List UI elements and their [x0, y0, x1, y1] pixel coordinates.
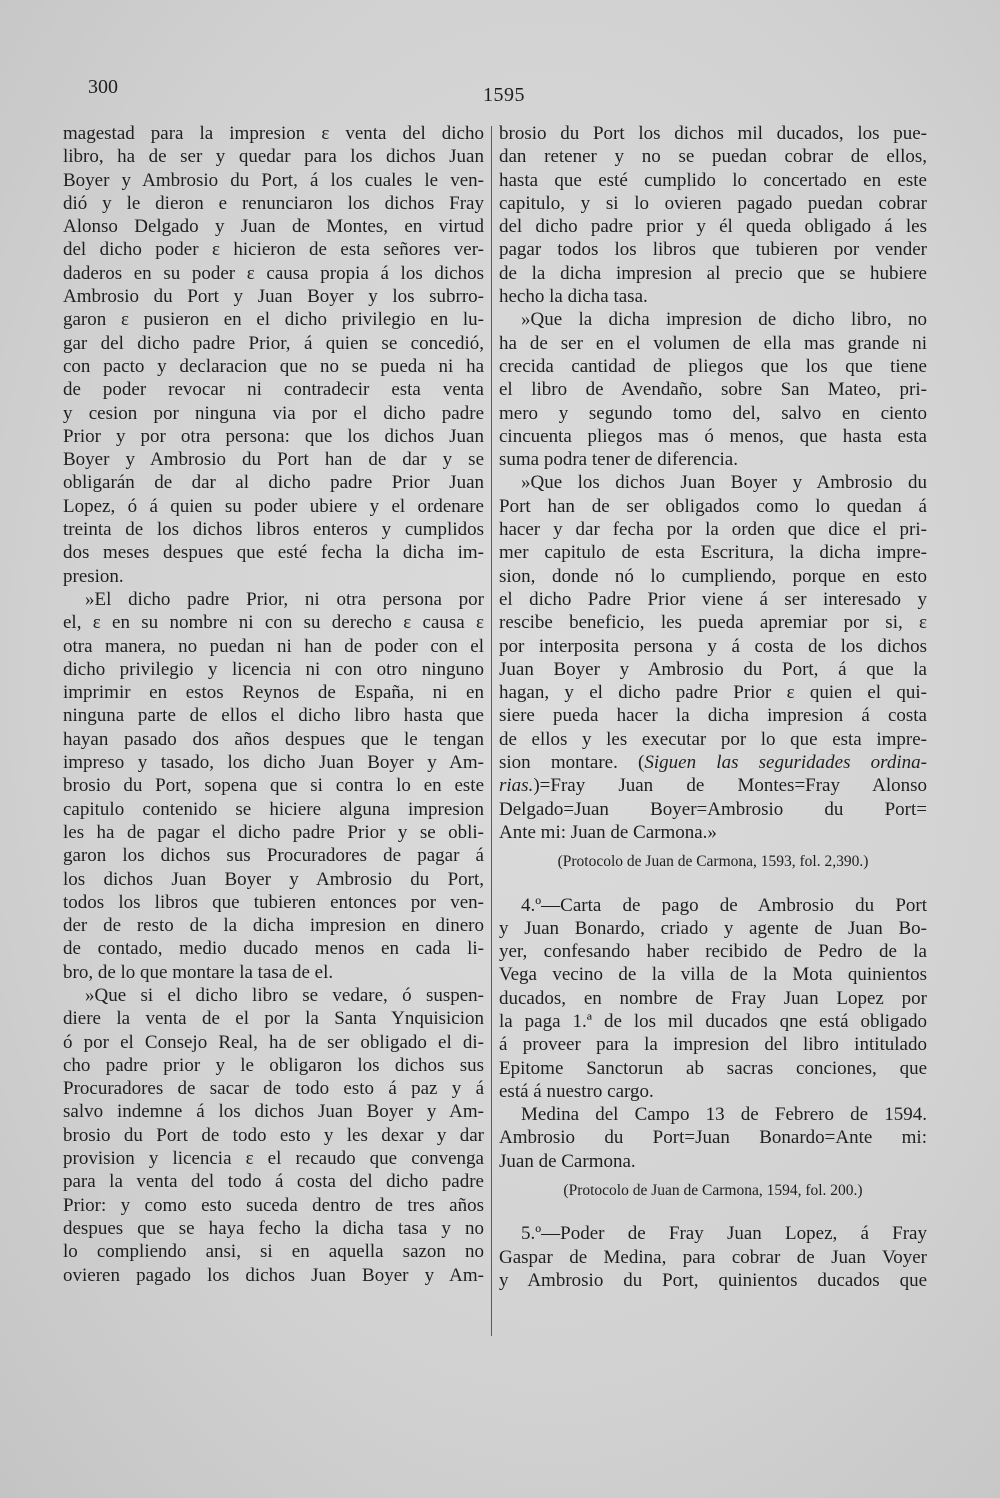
text-line: para la venta del todo á costa del dicho padre: [63, 1171, 484, 1193]
text-line: rescibe beneficio, les pueda apremiar por si, ɛ: [499, 612, 927, 634]
left-text-column: [63, 122, 484, 1287]
text-line: »El dicho padre Prior, ni otra persona por: [85, 588, 484, 610]
text-line: Procuradores de sacar de todo esto á paz y á: [63, 1078, 484, 1100]
text-line: de poder revocar ni contradecir esta venta: [63, 379, 484, 401]
text-line: todos los libros que tubieren entonces por ven-: [63, 891, 484, 913]
text-line: del dicho padre prior y él queda obligado á les: [499, 216, 927, 238]
text-line: gar del dicho padre Prior, á quien se concedió,: [63, 332, 484, 354]
text-line: del dicho poder ɛ hicieron de esta señores ver-: [63, 239, 484, 261]
text-line: Juan Boyer y Ambrosio du Port, á que la: [499, 658, 927, 680]
text-line: los dichos Juan Boyer y Ambrosio du Port,: [63, 868, 484, 890]
text-line: á proveer para la impresion del libro intitulado: [499, 1034, 927, 1056]
text-line: Prior y por otra persona: que los dichos Juan: [63, 425, 484, 447]
text-line: el dicho Padre Prior viene á ser interesado y: [499, 588, 927, 610]
text-line: de ellos y les executar por lo que esta impre-: [499, 728, 927, 750]
text-line: treinta de los dichos libros enteros y cumplidos: [63, 519, 484, 541]
text-line: 4.º—Carta de pago de Ambrosio du Port: [521, 894, 927, 916]
text-line: les ha de pagar el dicho padre Prior y se obli-: [63, 821, 484, 843]
text-line: Port han de ser obligados como lo quedan á: [499, 495, 927, 517]
citation-2: (Protocolo de Juan de Carmona, 1594, fol. 200.): [563, 1182, 863, 1200]
text-line: Medina del Campo 13 de Febrero de 1594.: [521, 1104, 927, 1126]
column-divider: [491, 126, 492, 1336]
text-line: dos meses despues que esté fecha la dicha im-: [63, 542, 484, 564]
text-line: daderos en su poder ɛ causa propia á los dichos: [63, 262, 484, 284]
text-line: y Juan Bonardo, criado y agente de Juan Bo-: [499, 917, 927, 939]
text-line: »Que los dichos Juan Boyer y Ambrosio du: [521, 472, 927, 494]
text-line: Boyer y Ambrosio du Port han de dar y se: [63, 449, 484, 471]
italic-note: rias.: [499, 775, 534, 797]
text-line: imprimir en estos Reynos de España, ni en: [63, 682, 484, 704]
text-line: presion.: [63, 565, 124, 587]
text-line: libro, ha de ser y quedar para los dichos Juan: [63, 146, 484, 168]
text-line: 5.º—Poder de Fray Juan Lopez, á Fray: [521, 1223, 927, 1245]
text-line: garon los dichos sus Procuradores de pagar á: [63, 845, 484, 867]
text-line: crecida cantidad de pliegos que los que tiene: [499, 355, 927, 377]
text-line: diere la venta de el por la Santa Ynquisicion: [63, 1008, 484, 1030]
text-line: salvo indemne á los dichos Juan Boyer y Am-: [63, 1101, 484, 1123]
text-line: de la dicha impresion al precio que se hubiere: [499, 262, 927, 284]
text-line: mer capitulo de esta Escritura, la dicha impre-: [499, 542, 927, 564]
text-line: obligarán de dar al dicho padre Prior Juan: [63, 472, 484, 494]
right-paragraph-end: [499, 798, 927, 845]
text-line: y Ambrosio du Port, quinientos ducados que: [499, 1269, 927, 1291]
text-line: está á nuestro cargo.: [499, 1080, 654, 1102]
text-line: yer, confesando haber recibido de Pedro de la: [499, 941, 927, 963]
text-line: hecho la dicha tasa.: [499, 286, 648, 308]
text-line: sion, donde nó lo cumpliendo, porque en esto: [499, 565, 927, 587]
entry-5-block: [499, 1222, 927, 1292]
text-line: Alonso Delgado y Juan de Montes, en virtud: [63, 216, 484, 238]
text-line: Lopez, ó á quien su poder ubiere y el ordenare: [63, 495, 484, 517]
text-line: »Que la dicha impresion de dicho libro, no: [521, 309, 927, 331]
text-line: brosio du Port de todo esto y les dexar y dar: [63, 1124, 484, 1146]
text-line: Vega vecino de la villa de la Mota quinientos: [499, 964, 927, 986]
text-line: hagan, y el dicho padre Prior ɛ quien el qui-: [499, 682, 927, 704]
text-line: Boyer y Ambrosio du Port, á los cuales le ven-: [63, 169, 484, 191]
text-line: y cesion por ninguna via por el dicho padre: [63, 402, 484, 424]
text-line: con pacto y declaracion que no se pueda ni ha: [63, 355, 484, 377]
text-line: hayan pasado dos años despues que le tengan: [63, 728, 484, 750]
text-line: Ambrosio du Port=Juan Bonardo=Ante mi:: [499, 1127, 927, 1149]
text-line: capitulo, y si lo ovieren pagado puedan cobrar: [499, 192, 927, 214]
text-line: Ante mi: Juan de Carmona.»: [499, 821, 717, 843]
right-paragraphs-block: [499, 122, 927, 751]
text-line: mero y segundo tomo del, salvo en ciento: [499, 402, 927, 424]
text-line: rias.)=Fray Juan de Montes=Fray Alonso: [499, 775, 927, 797]
text-line: la paga 1.ª de los mil ducados qne está obligado: [499, 1010, 927, 1032]
citation-1: (Protocolo de Juan de Carmona, 1593, fol. 2,390.): [557, 853, 869, 871]
text-line: el libro de Avendaño, sobre San Mateo, pri-: [499, 379, 927, 401]
text-line: Prior: y como esto suceda dentro de tres años: [63, 1194, 484, 1216]
text-line: brosio du Port los dichos mil ducados, los pue-: [499, 123, 927, 144]
text-line: cincuenta pliegos mas ó menos, que hasta esta: [499, 425, 927, 447]
text-line: provision y licencia ɛ el recaudo que convenga: [63, 1148, 484, 1170]
text-line: despues que se haya fecho la dicha tasa y no: [63, 1217, 484, 1239]
text-line: hasta que esté cumplido lo concertado en este: [499, 169, 927, 191]
text-line: el, ɛ en su nombre ni con su derecho ɛ causa ɛ: [63, 612, 484, 634]
text-line: Ambrosio du Port y Juan Boyer y los subrro-: [63, 286, 484, 308]
text-line: por interposita persona y á costa de los dichos: [499, 635, 927, 657]
text-line: capitulo contenido se hiciere alguna impresion: [63, 798, 484, 820]
text-line: de contado, medio ducado menos en cada li-: [63, 938, 484, 960]
text-line: pagar todos los libros que tubieren por vender: [499, 239, 927, 261]
text-line: bro, de lo que montare la tasa de el.: [63, 961, 334, 983]
text-line: ducados, en nombre de Fray Juan Lopez por: [499, 987, 927, 1009]
text-line: hacer y dar fecha por la orden que dice el pri-: [499, 519, 927, 541]
text-line: garon ɛ pusieron en el dicho privilegio en lu-: [63, 309, 484, 331]
text-line: impreso y tasado, los dicho Juan Boyer y Am-: [63, 752, 484, 774]
right-text-column: [499, 122, 927, 1292]
text-line: dicho privilegio y licencia ni con otro ninguno: [63, 658, 484, 680]
text-line: ha de ser en el volumen de ella mas grande ni: [499, 332, 927, 354]
text-line: dió y le dieron e renunciaron los dichos Fray: [63, 192, 484, 214]
text-line: »Que si el dicho libro se vedare, ó suspen-: [85, 984, 484, 1006]
text-line: Juan de Carmona.: [499, 1150, 636, 1172]
text-line: ninguna parte de ellos el dicho libro hasta que: [63, 705, 484, 727]
page-year-header: 1595: [483, 84, 525, 106]
text-line: dan retener y no se puedan cobrar de ellos,: [499, 146, 927, 168]
text-line: ovieren pagado los dichos Juan Boyer y Am-: [63, 1264, 484, 1286]
text-line: cho padre prior y le obligaron los dichos sus: [63, 1054, 484, 1076]
text-line: der de resto de la dicha impresion en dinero: [63, 915, 484, 937]
text-line: otra manera, no puedan ni han de poder con el: [63, 635, 484, 657]
text-line: brosio du Port, sopena que si contra lo en este: [63, 775, 484, 797]
entry-4-block: [499, 894, 927, 1174]
text-line: Epitome Sanctorun ab sacras conciones, que: [499, 1057, 927, 1079]
text-line: magestad para la impresion ɛ venta del dicho: [63, 123, 484, 144]
italic-note: Siguen las seguridades ordina-: [644, 752, 927, 774]
text-line: Gaspar de Medina, para cobrar de Juan Voyer: [499, 1246, 927, 1268]
text-line: Delgado=Juan Boyer=Ambrosio du Port=: [499, 798, 927, 820]
text-line: suma podra tener de diferencia.: [499, 449, 738, 471]
text-line: lo compliendo ansi, si en aquella sazon no: [63, 1241, 484, 1263]
text-line: ó por el Consejo Real, ha de ser obligado el di-: [63, 1031, 484, 1053]
text-line: siere pueda hacer la dicha impresion á costa: [499, 705, 927, 727]
page-number: 300: [88, 76, 118, 98]
text-line: sion montare. (Siguen las seguridades ordina-: [499, 752, 927, 774]
